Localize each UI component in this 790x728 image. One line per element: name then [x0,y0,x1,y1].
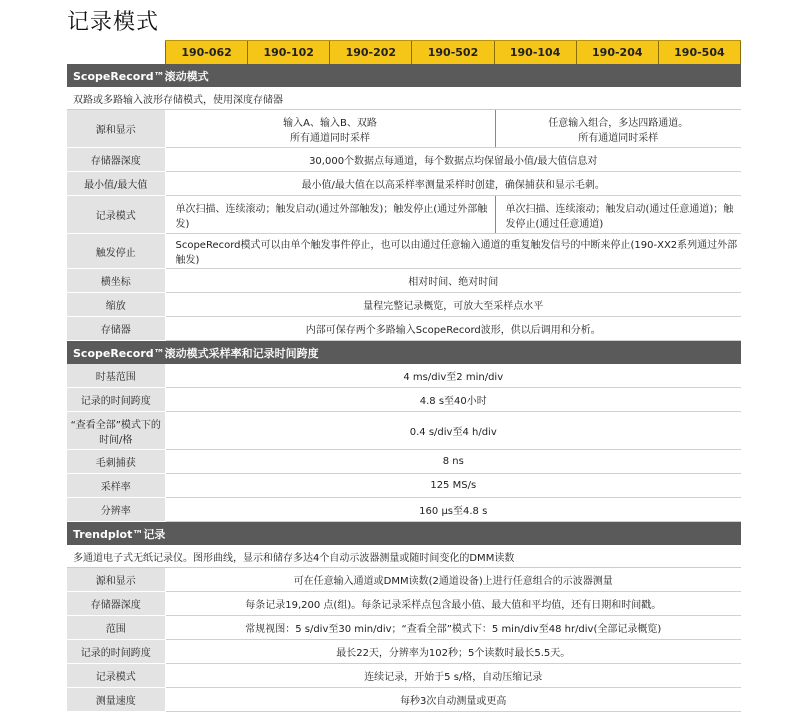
row-label: 缩放 [67,293,165,317]
row-label: 记录模式 [67,664,165,688]
section-header-sample-rate: ScopeRecord™滚动模式采样率和记录时间跨度 [67,341,741,365]
model-190-504: 190-504 [658,41,741,64]
row-value-left: 单次扫描、连续滚动；触发启动(通过外部触发)；触发停止(通过外部触发) [165,196,495,234]
row-value: 4 ms/div至2 min/div [165,364,741,388]
row-label: 存储器 [67,317,165,341]
row-value: 内部可保存两个多路输入ScopeRecord波形，供以后调用和分析。 [165,317,741,341]
row-value-right: 单次扫描、连续滚动；触发启动(通过任意通道)；触发停止(通过任意通道) [495,196,741,234]
row-value: 8 ns [165,450,741,474]
section-header-scoperecord: ScopeRecord™滚动模式 [67,64,741,87]
section-header-trendplot: Trendplot™记录 [67,522,741,546]
row-value: ScopeRecord模式可以由单个触发事件停止，也可以由通过任意输入通道的重复触发信号的中断来停止(190-XX2系列通过外部触发) [165,234,741,269]
model-190-202: 190-202 [329,41,411,64]
row-label: 触发停止 [67,234,165,269]
row-value: 量程完整记录概览，可放大至采样点水平 [165,293,741,317]
row-label: 记录模式 [67,196,165,234]
row-value: 30,000个数据点每通道，每个数据点均保留最小值/最大值信息对 [165,148,741,172]
row-label: 存储器深度 [67,592,165,616]
row-label: 源和显示 [67,568,165,592]
row-value: 可在任意输入通道或DMM读数(2通道设备)上进行任意组合的示波器测量 [165,568,741,592]
row-label: 毛刺捕获 [67,450,165,474]
model-190-104: 190-104 [494,41,576,64]
model-190-062: 190-062 [165,41,247,64]
row-value: 常规视图：5 s/div至30 min/div；“查看全部”模式下：5 min/div至48 hr/div(全部记录概览) [165,616,741,640]
page-title: 记录模式 [67,10,160,35]
row-value: 最长22天，分辨率为102秒；5个读数时最长5.5天。 [165,640,741,664]
spec-table [67,64,741,712]
row-label: 记录的时间跨度 [67,388,165,412]
row-label: 采样率 [67,474,165,498]
model-190-102: 190-102 [247,41,329,64]
section-description: 双路或多路输入波形存储模式，使用深度存储器 [67,87,741,110]
row-value: 160 µs至4.8 s [165,498,741,522]
row-value-left: 输入A、输入B、双路 所有通道同时采样 [165,110,495,148]
row-label: 记录的时间跨度 [67,640,165,664]
row-label: 存储器深度 [67,148,165,172]
row-value: 最小值/最大值在以高采样率测量采样时创建，确保捕获和显示毛刺。 [165,172,741,196]
model-190-204: 190-204 [576,41,658,64]
row-value: 125 MS/s [165,474,741,498]
row-value: 0.4 s/div至4 h/div [165,412,741,450]
row-label: 最小值/最大值 [67,172,165,196]
row-value: 连续记录，开始于5 s/格，自动压缩记录 [165,664,741,688]
row-label: 测量速度 [67,688,165,712]
row-label: 分辨率 [67,498,165,522]
row-label: 范围 [67,616,165,640]
row-value-right: 任意输入组合，多达四路通道。 所有通道同时采样 [495,110,741,148]
row-label: 横坐标 [67,269,165,293]
row-value: 每条记录19,200 点(组)。每条记录采样点包含最小值、最大值和平均值，还有日期和时间戳。 [165,592,741,616]
model-190-502: 190-502 [411,41,493,64]
section-description: 多通道电子式无纸记录仪。图形曲线，显示和储存多达4个自动示波器测量或随时间变化的DMM读数 [67,545,741,568]
row-label: 时基范围 [67,364,165,388]
row-value: 每秒3次自动测量或更高 [165,688,741,712]
model-header [165,40,741,65]
row-label: “查看全部”模式下的时间/格 [67,412,165,450]
row-label: 源和显示 [67,110,165,148]
row-value: 相对时间、绝对时间 [165,269,741,293]
row-value: 4.8 s至40小时 [165,388,741,412]
